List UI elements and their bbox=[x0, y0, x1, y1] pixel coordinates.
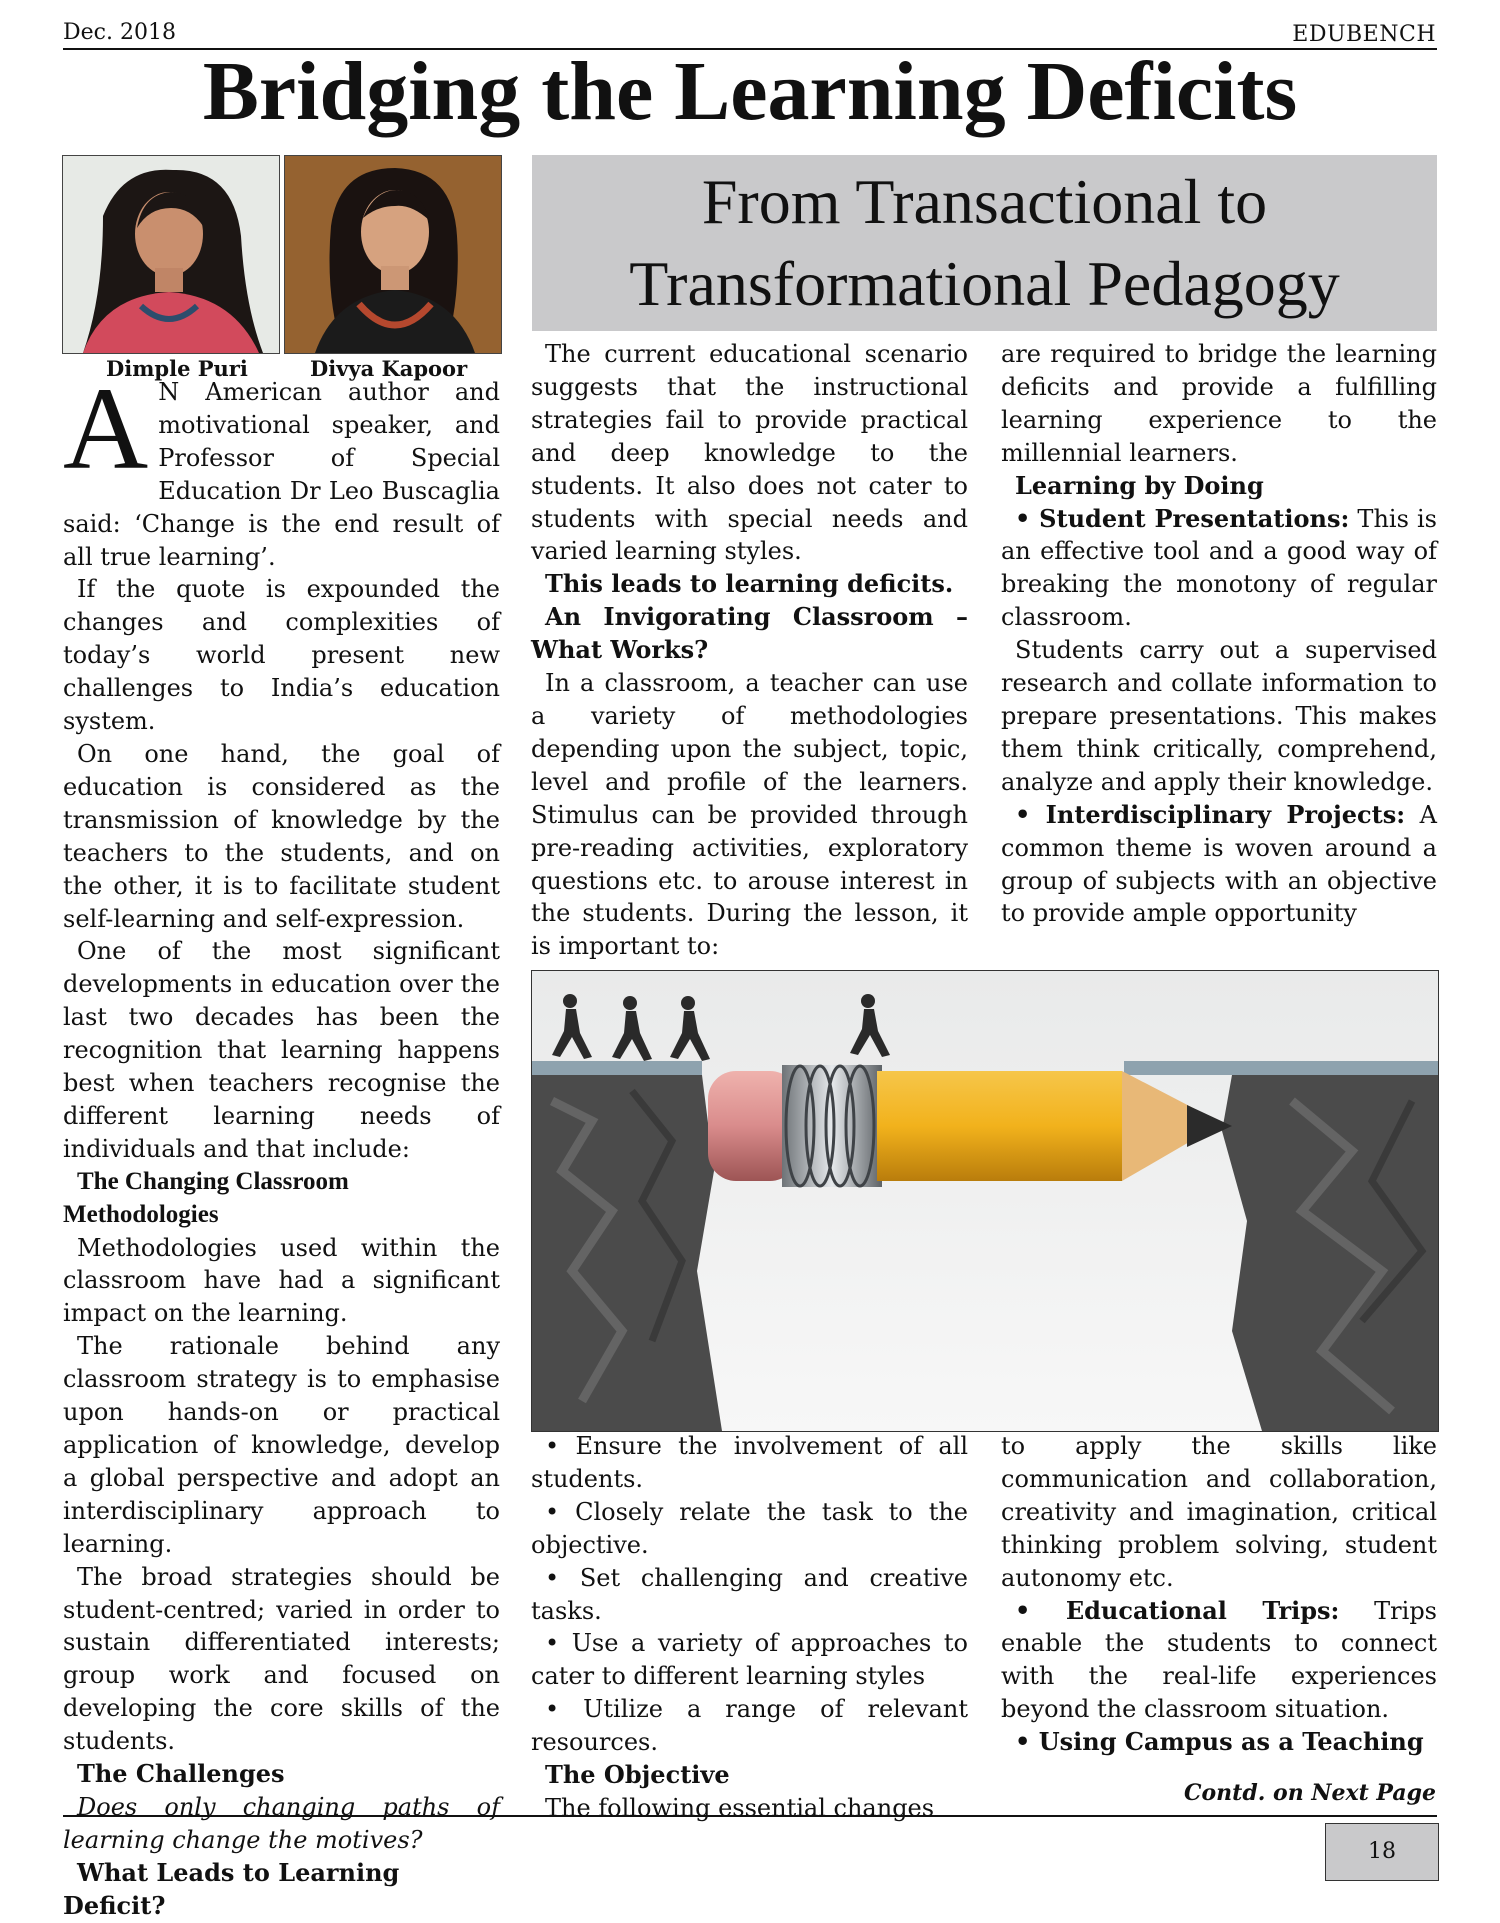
paragraph: to apply the skills like communication and collaboration, creativity and imagination, critical thinking problem solving, student autonomy etc. bbox=[1001, 1432, 1437, 1592]
paragraph: Students carry out a supervised research and collate information to prepare presentations. This makes them think critically, comprehend, analyze and apply their knowledge. bbox=[1001, 636, 1437, 796]
section-heading: What Leads to Learning Deficit? bbox=[63, 1857, 400, 1920]
section-heading: Learning by Doing bbox=[1015, 470, 1264, 500]
bullet-text: Trips enable the students to connect with the real-life experiences beyond the classroom situation. bbox=[1001, 1596, 1438, 1724]
deck-line-2: Transformational Pedagogy bbox=[629, 248, 1340, 319]
footer-rule bbox=[63, 1815, 1437, 1817]
right-column-top bbox=[1001, 338, 1437, 930]
article-headline: Bridging the Learning Deficits bbox=[202, 45, 1298, 138]
bullet-paragraph bbox=[1001, 1726, 1437, 1759]
bullet-item: • Closely relate the task to the objective. bbox=[531, 1497, 968, 1559]
bullet-text: A common theme is woven around a group of subjects with an objective to provide ample opportunity bbox=[1001, 800, 1437, 928]
continued-note: Contd. on Next Page bbox=[1183, 1780, 1436, 1806]
author-name-2: Divya Kapoor bbox=[310, 356, 468, 381]
bold-statement: This leads to learning deficits. bbox=[545, 569, 954, 599]
pencil-bridge-illustration bbox=[531, 970, 1439, 1432]
page-number: 18 bbox=[1325, 1823, 1439, 1881]
bullet-item: • Ensure the involvement of all students. bbox=[531, 1432, 968, 1493]
paragraph: If the quote is expounded the changes and complexities of today’s world present new challenges to India’s education system. bbox=[63, 575, 500, 736]
intro-text: N American author and motivational speaker, and Professor of Special Education Dr Leo Buscaglia said: ‘Change is the end result of all true learning’. bbox=[63, 378, 500, 571]
right-column-bottom bbox=[1001, 1430, 1437, 1759]
author-name-1: Dimple Puri bbox=[106, 356, 248, 381]
bullet-item: • Set challenging and creative tasks. bbox=[531, 1563, 968, 1625]
section-heading: The Objective bbox=[545, 1760, 730, 1790]
bullet-text: This is an effective tool and a good way of breaking the monotony of regular classroom. bbox=[1001, 504, 1437, 632]
bullet-lead: • Using Campus as a Teaching bbox=[1015, 1727, 1424, 1757]
bullet-item: • Use a variety of approaches to cater to different learning styles bbox=[531, 1629, 968, 1691]
author-photo-divya-kapoor bbox=[284, 155, 502, 354]
author-photo-dimple-puri bbox=[62, 155, 280, 354]
portrait-photo-icon bbox=[285, 156, 501, 353]
pencil-bridge-illustration-icon bbox=[532, 971, 1438, 1431]
deck-line-1: From Transactional to bbox=[701, 166, 1268, 237]
paragraph: are required to bridge the learning deficits and provide a fulfilling learning experience to the millennial learners. bbox=[1001, 340, 1437, 467]
bullet-paragraph bbox=[1001, 1595, 1437, 1727]
deck-banner bbox=[532, 155, 1437, 331]
paragraph: One of the most significant developments in education over the last two decades has been the recognition that learning happens best when teachers recognise the different learning needs of individuals and that include: bbox=[63, 937, 500, 1163]
bullet-lead: • Educational Trips: bbox=[1015, 1595, 1340, 1625]
bullet-paragraph bbox=[1001, 503, 1437, 635]
paragraph: The following essential changes bbox=[545, 1793, 935, 1822]
paragraph: The rationale behind any classroom strategy is to emphasise upon hands-on or practical application of knowledge, develop a global perspective and adopt an interdisciplinary approach to learning. bbox=[63, 1332, 500, 1558]
bullet-item: • Utilize a range of relevant resources. bbox=[531, 1695, 968, 1757]
paragraph: The current educational scenario suggests that the instructional strategies fail to provide practical and deep knowledge to the students. It also does not cater to students with special needs and varied learning styles. bbox=[531, 340, 968, 566]
paragraph: Methodologies used within the classroom have had a significant impact on the learning. bbox=[63, 1233, 500, 1328]
issue-date: Dec. 2018 bbox=[63, 20, 176, 45]
paragraph: In a classroom, a teacher can use a variety of methodologies depending upon the subject, topic, level and profile of the learners. Stimulus can be provided through pre-reading activities, exploratory questions etc. to arouse interest in the students. During the lesson, it is important to: bbox=[531, 669, 968, 961]
section-heading: An Invigorating Classroom – What Works? bbox=[531, 602, 968, 665]
middle-column-bottom bbox=[531, 1430, 968, 1825]
italic-question: Does only changing paths of learning change the motives? bbox=[63, 1792, 500, 1854]
portrait-photo-icon bbox=[63, 156, 279, 353]
drop-cap: A bbox=[63, 363, 149, 494]
bullet-paragraph bbox=[1001, 799, 1437, 931]
paragraph: The broad strategies should be student-centred; varied in order to sustain differentiated interests; group work and focused on developing the core skills of the students. bbox=[63, 1562, 500, 1756]
section-heading: The Changing Classroom Methodologies bbox=[63, 1167, 349, 1228]
section-heading: The Challenges bbox=[77, 1759, 285, 1789]
paragraph: On one hand, the goal of education is considered as the transmission of knowledge by the teachers to the students, and on the other, it is to facilitate student self-learning and self-expression. bbox=[63, 739, 500, 933]
bullet-lead: • Interdisciplinary Projects: bbox=[1015, 799, 1406, 829]
publication-name: EDUBENCH bbox=[1292, 22, 1436, 47]
middle-column-top bbox=[531, 338, 968, 963]
bullet-lead: • Student Presentations: bbox=[1015, 503, 1350, 533]
